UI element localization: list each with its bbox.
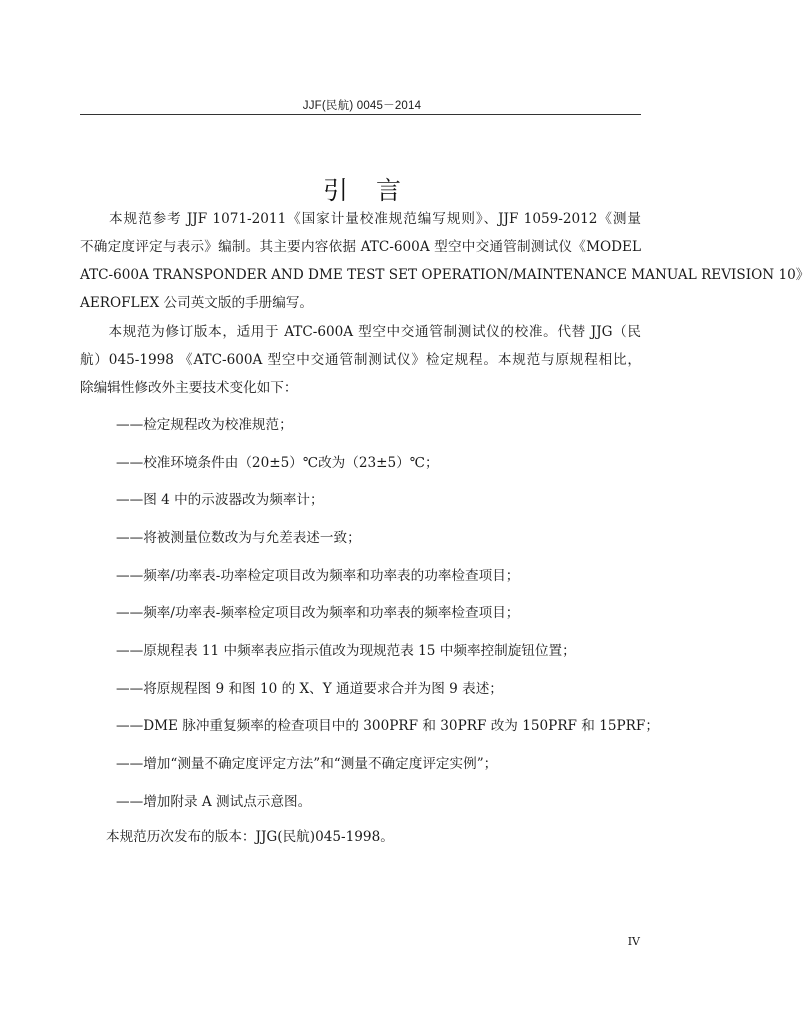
page-number: IV bbox=[627, 935, 640, 948]
paragraph-line: AEROFLEX 公司英文版的手册编写。 bbox=[80, 295, 314, 311]
paragraph-line: 本规范参考 JJF 1071-2011《国家计量校准规范编写规则》、JJF 1059-2012《测量 bbox=[80, 211, 641, 227]
paragraph-line: 本规范为修订版本，适用于 ATC-600A 型空中交通管制测试仪的校准。代替 JJG（民 bbox=[80, 324, 641, 340]
paragraph-line: 不确定度评定与表示》编制。其主要内容依据 ATC-600A 型空中交通管制测试仪《MODEL bbox=[80, 239, 641, 255]
change-item: ——频率/功率表-功率检定项目改为频率和功率表的功率检查项目； bbox=[116, 568, 520, 584]
paragraph-line: 航）045-1998 《ATC-600A 型空中交通管制测试仪》检定规程。本规范与原规程相比， bbox=[80, 352, 641, 368]
intro-paragraph-2 bbox=[80, 318, 641, 402]
change-item: ——校准环境条件由（20±5）℃改为（23±5）℃； bbox=[116, 455, 439, 471]
change-item: ——将被测量位数改为与允差表述一致； bbox=[116, 530, 361, 546]
change-item: ——增加附录 A 测试点示意图。 bbox=[116, 794, 312, 810]
change-item: ——将原规程图 9 和图 10 的 X、Y 通道要求合并为图 9 表述； bbox=[116, 681, 503, 697]
change-item: ——DME 脉冲重复频率的检查项目中的 300PRF 和 30PRF 改为 150PRF 和 15PRF； bbox=[116, 718, 659, 734]
change-item: ——图 4 中的示波器改为频率计； bbox=[116, 492, 324, 508]
history-note: 本规范历次发布的版本：JJG(民航)045-1998。 bbox=[106, 829, 394, 845]
change-item: ——检定规程改为校准规范； bbox=[116, 417, 293, 433]
header-rule bbox=[80, 114, 641, 115]
change-item: ——增加“测量不确定度评定方法”和“测量不确定度评定实例”； bbox=[116, 756, 498, 772]
page-title: 引言 bbox=[322, 175, 429, 205]
intro-paragraph-1 bbox=[80, 205, 809, 317]
change-item: ——原规程表 11 中频率表应指示值改为现规范表 15 中频率控制旋钮位置； bbox=[116, 643, 576, 659]
paragraph-line: 除编辑性修改外主要技术变化如下： bbox=[80, 380, 298, 396]
paragraph-line: ATC-600A TRANSPONDER AND DME TEST SET OPERATION/MAINTENANCE MANUAL REVISION 10》 bbox=[80, 267, 809, 283]
header-text: JJF(民航) 0045－2014 bbox=[302, 100, 422, 112]
change-item: ——频率/功率表-频率检定项目改为频率和功率表的频率检查项目； bbox=[116, 605, 520, 621]
